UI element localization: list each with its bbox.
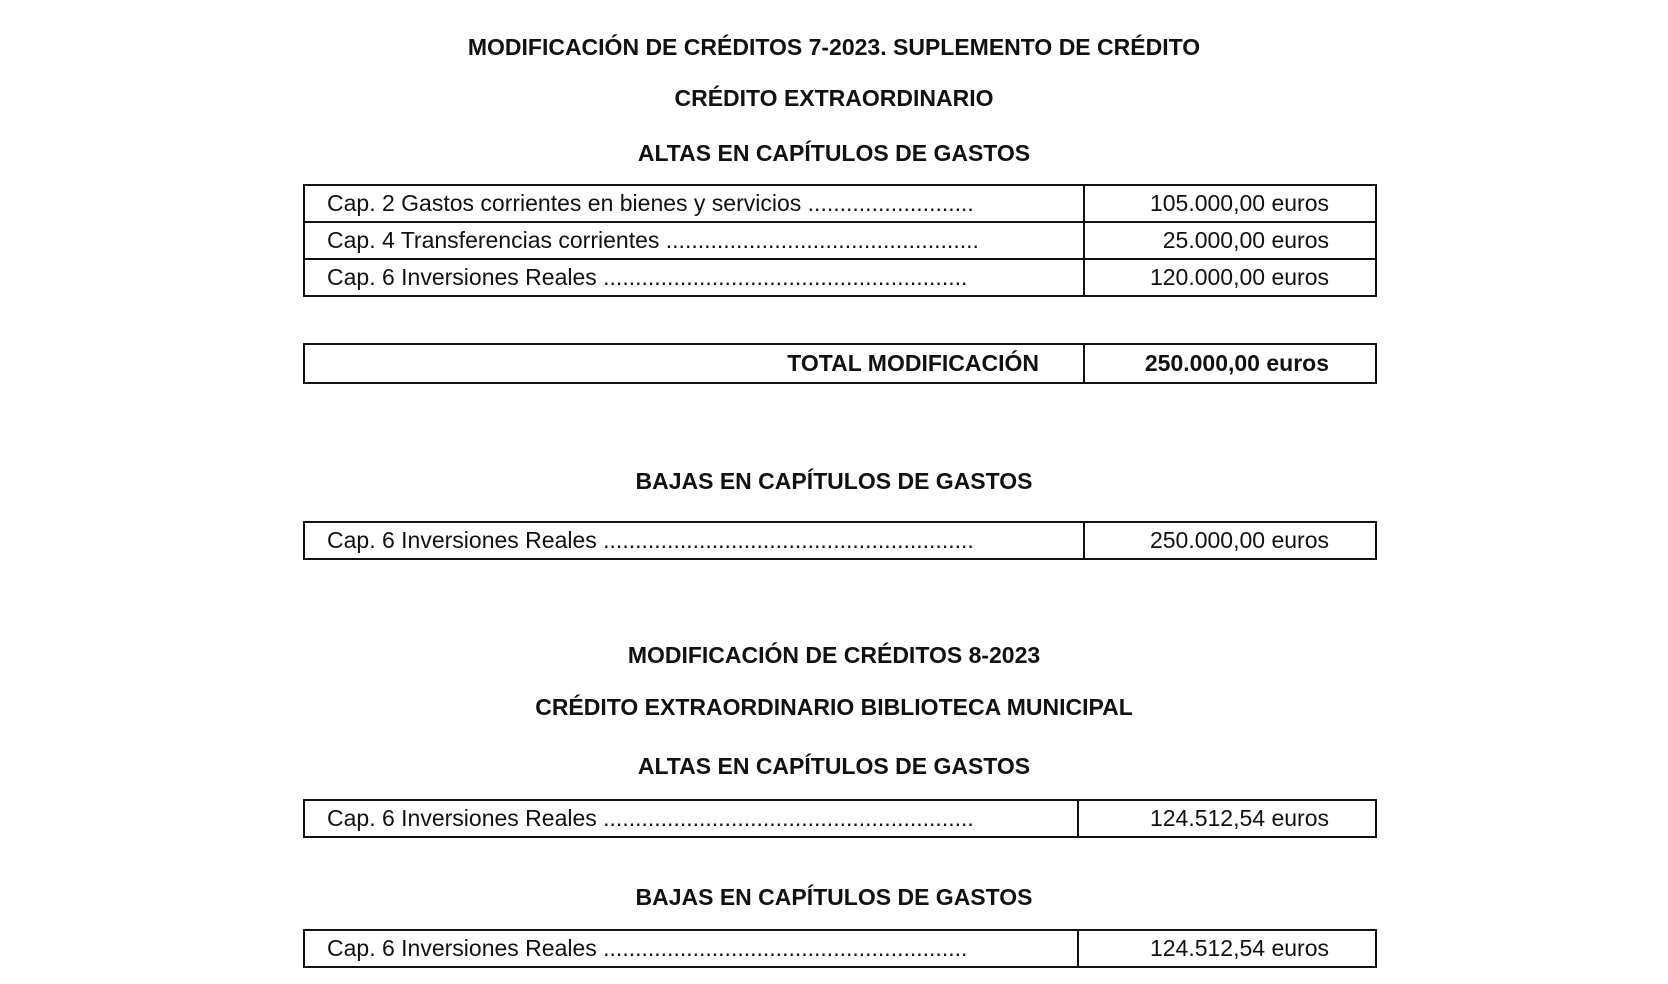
section2-subtitle: CRÉDITO EXTRAORDINARIO BIBLIOTECA MUNICIPAL xyxy=(535,694,1133,720)
table-row xyxy=(304,259,1376,296)
row-concept: Cap. 6 Inversiones Reales .......................................................... xyxy=(304,800,1078,837)
section1-title: MODIFICACIÓN DE CRÉDITOS 7-2023. SUPLEMENTO DE CRÉDITO xyxy=(467,34,1201,60)
row-concept: Cap. 6 Inversiones Reales .......................................................... xyxy=(304,522,1084,559)
total-amount: 250.000,00 euros xyxy=(1084,344,1376,383)
row-amount: 120.000,00 euros xyxy=(1084,259,1376,296)
total-row xyxy=(304,344,1376,383)
section2-bajas-table xyxy=(303,929,1377,968)
row-concept: Cap. 6 Inversiones Reales ......................................................... xyxy=(304,259,1084,296)
row-concept: Cap. 4 Transferencias corrientes ................................................. xyxy=(304,222,1084,259)
total-label: TOTAL MODIFICACIÓN xyxy=(304,344,1084,383)
section2-title: MODIFICACIÓN DE CRÉDITOS 8-2023 xyxy=(627,642,1041,668)
section1-total-table xyxy=(303,343,1377,384)
section2-bajas-heading: BAJAS EN CAPÍTULOS DE GASTOS xyxy=(635,884,1033,910)
section1-altas-heading: ALTAS EN CAPÍTULOS DE GASTOS xyxy=(637,140,1031,166)
row-amount: 124.512,54 euros xyxy=(1078,800,1376,837)
row-amount: 124.512,54 euros xyxy=(1078,930,1376,967)
section1-altas-table xyxy=(303,184,1377,297)
table-row xyxy=(304,222,1376,259)
section2-altas-heading: ALTAS EN CAPÍTULOS DE GASTOS xyxy=(637,753,1031,779)
section2-altas-table xyxy=(303,799,1377,838)
row-amount: 25.000,00 euros xyxy=(1084,222,1376,259)
row-amount: 105.000,00 euros xyxy=(1084,185,1376,222)
table-row xyxy=(304,522,1376,559)
section1-bajas-table xyxy=(303,521,1377,560)
table-row xyxy=(304,800,1376,837)
section1-subtitle: CRÉDITO EXTRAORDINARIO xyxy=(674,85,994,111)
table-row xyxy=(304,185,1376,222)
section1-bajas-heading: BAJAS EN CAPÍTULOS DE GASTOS xyxy=(635,468,1033,494)
table-row xyxy=(304,930,1376,967)
row-amount: 250.000,00 euros xyxy=(1084,522,1376,559)
row-concept: Cap. 6 Inversiones Reales ......................................................... xyxy=(304,930,1078,967)
row-concept: Cap. 2 Gastos corrientes en bienes y servicios .......................... xyxy=(304,185,1084,222)
